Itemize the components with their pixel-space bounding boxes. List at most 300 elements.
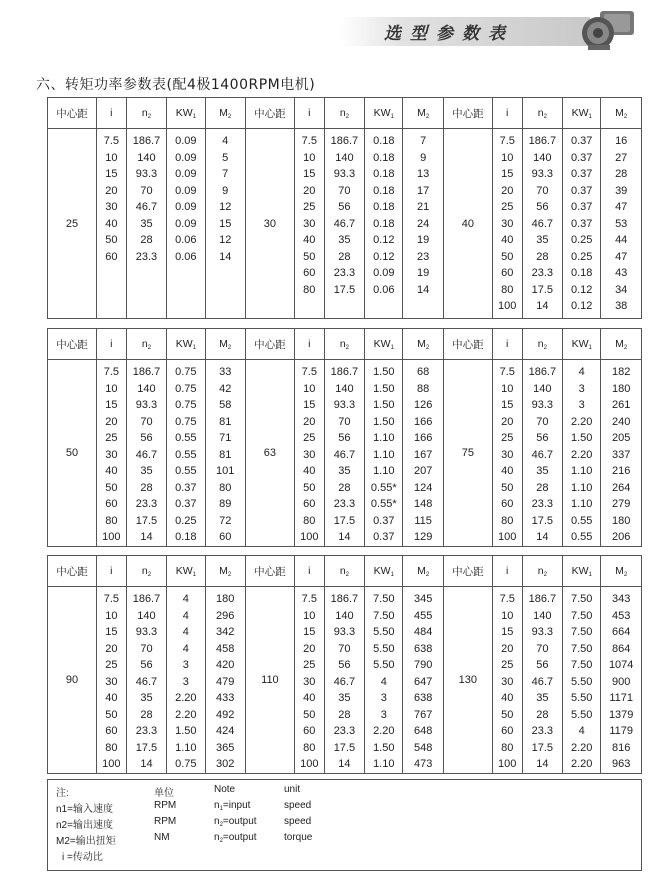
power-value: 0.25 xyxy=(175,514,197,527)
torque-value: 638 xyxy=(413,642,433,655)
power-value: 1.10 xyxy=(373,448,395,461)
header-ratio: i xyxy=(492,329,522,360)
output-speed-value: 23.3 xyxy=(135,725,158,737)
ratio-column xyxy=(96,129,126,319)
notes-def: n2=输出速度 xyxy=(56,820,113,831)
torque-value: 864 xyxy=(612,642,631,655)
output-speed-value: 28 xyxy=(140,481,153,494)
power-value: 0.09 xyxy=(175,217,197,230)
power-column xyxy=(563,587,601,774)
power-value: 2.20 xyxy=(571,415,593,428)
power-value: 1.50 xyxy=(373,366,395,378)
power-value: 1.50 xyxy=(373,741,395,754)
center-distance-value: 90 xyxy=(48,587,97,774)
ratio-value: 30 xyxy=(303,448,316,461)
header-power: $KW_1$ xyxy=(365,98,403,129)
power-column xyxy=(563,129,601,319)
torque-value: 337 xyxy=(612,448,631,461)
power-value: 0.55 xyxy=(175,432,197,444)
ratio-column xyxy=(492,360,522,547)
output-speed-value: 140 xyxy=(137,151,156,164)
output-speed-value: 23.3 xyxy=(531,267,554,279)
header-output-speed: $n_2$ xyxy=(126,329,166,360)
output-speed-value: 93.3 xyxy=(531,168,554,180)
output-speed-value: 93.3 xyxy=(531,399,554,411)
output-speed-value: 14 xyxy=(338,758,351,770)
torque-value: 180 xyxy=(612,382,631,395)
center-distance-value: 130 xyxy=(443,587,492,774)
ratio-value: 15 xyxy=(501,399,514,411)
power-value: 3 xyxy=(380,692,387,704)
notes-note: $n_2=output$ xyxy=(214,816,257,828)
table-header-row xyxy=(48,98,642,129)
torque-value: 240 xyxy=(612,415,631,428)
torque-value: 484 xyxy=(413,626,433,638)
output-speed-value: 56 xyxy=(338,659,351,671)
power-value: 4 xyxy=(182,593,189,605)
output-speed-column xyxy=(126,360,166,547)
torque-value: 33 xyxy=(219,366,232,378)
output-speed-value: 140 xyxy=(533,151,552,164)
header-torque: $M_2$ xyxy=(601,556,642,587)
ratio-value: 50 xyxy=(501,250,514,263)
ratio-value: 30 xyxy=(501,448,514,461)
header-center-distance: 中心距 xyxy=(443,329,492,360)
output-speed-value: 14 xyxy=(536,758,549,770)
torque-value: 23 xyxy=(417,250,430,263)
ratio-value: 15 xyxy=(303,626,316,638)
torque-value: 21 xyxy=(417,201,430,213)
output-speed-value: 46.7 xyxy=(135,201,158,213)
power-value: 0.18 xyxy=(373,151,395,164)
output-speed-value: 14 xyxy=(536,531,549,543)
ratio-value: 25 xyxy=(105,659,118,671)
torque-value: 43 xyxy=(615,267,628,279)
output-speed-value: 17.5 xyxy=(531,741,554,754)
output-speed-column xyxy=(522,587,562,774)
torque-column xyxy=(205,129,245,319)
output-speed-value: 93.3 xyxy=(135,168,158,180)
output-speed-value: 28 xyxy=(536,708,549,721)
table-header-row xyxy=(48,556,642,587)
torque-value: 19 xyxy=(417,267,430,279)
ratio-value: 25 xyxy=(501,201,514,213)
output-speed-value: 23.3 xyxy=(135,498,158,510)
output-speed-column xyxy=(522,129,562,319)
header-output-speed: $n_2$ xyxy=(522,98,562,129)
gear-reducer-icon xyxy=(580,5,638,51)
output-speed-value: 28 xyxy=(338,250,351,263)
ratio-value: 80 xyxy=(303,741,316,754)
table-header-row xyxy=(48,329,642,360)
ratio-value: 20 xyxy=(303,184,316,197)
power-value: 3 xyxy=(182,675,189,688)
output-speed-value: 186.7 xyxy=(330,593,359,605)
ratio-value: 7.5 xyxy=(499,366,515,378)
header-ratio: i xyxy=(294,556,324,587)
ratio-value: 7.5 xyxy=(499,135,515,147)
torque-value: 648 xyxy=(413,725,433,737)
power-value: 1.50 xyxy=(373,399,395,411)
output-speed-value: 17.5 xyxy=(531,514,554,527)
output-speed-value: 93.3 xyxy=(531,626,554,638)
output-speed-value: 186.7 xyxy=(132,135,161,147)
notes-title: 注: xyxy=(56,788,69,799)
notes-unit: RPM xyxy=(154,800,177,811)
torque-value: 14 xyxy=(417,283,430,296)
power-value: 2.20 xyxy=(571,741,593,754)
output-speed-value: 186.7 xyxy=(132,366,161,378)
notes-unit-en: torque xyxy=(284,832,313,843)
torque-value: 44 xyxy=(615,234,628,246)
ratio-value: 7.5 xyxy=(499,593,515,605)
power-value: 1.10 xyxy=(571,465,593,477)
power-value: 0.09 xyxy=(373,267,395,279)
power-value: 0.18 xyxy=(175,531,197,543)
torque-value: 129 xyxy=(413,531,433,543)
ratio-value: 100 xyxy=(102,758,121,770)
output-speed-value: 70 xyxy=(338,642,351,655)
torque-value: 58 xyxy=(219,399,232,411)
torque-value: 216 xyxy=(612,465,631,477)
header-center-distance: 中心距 xyxy=(245,329,294,360)
power-value: 3 xyxy=(578,399,585,411)
output-speed-value: 17.5 xyxy=(333,741,356,754)
power-value: 1.50 xyxy=(571,432,593,444)
output-speed-value: 140 xyxy=(335,151,354,164)
power-value: 2.20 xyxy=(571,758,593,770)
power-value: 7.50 xyxy=(373,609,395,622)
torque-value: 7 xyxy=(222,168,229,180)
output-speed-value: 186.7 xyxy=(330,135,359,147)
output-speed-value: 70 xyxy=(536,415,549,428)
ratio-value: 80 xyxy=(501,283,514,296)
output-speed-value: 70 xyxy=(140,184,153,197)
header-center-distance: 中心距 xyxy=(245,98,294,129)
power-value: 7.50 xyxy=(571,642,593,655)
power-value: 3 xyxy=(182,659,189,671)
output-speed-value: 35 xyxy=(338,692,351,704)
power-value: 0.75 xyxy=(175,758,197,770)
ratio-value: 60 xyxy=(501,725,514,737)
power-value: 0.09 xyxy=(175,135,197,147)
power-value: 2.20 xyxy=(175,708,197,721)
center-distance-value: 110 xyxy=(245,587,294,774)
power-value: 5.50 xyxy=(571,708,593,721)
ratio-value: 30 xyxy=(501,217,514,230)
power-value: 0.55 xyxy=(571,531,593,543)
ratio-value: 20 xyxy=(105,642,118,655)
torque-value: 167 xyxy=(413,448,433,461)
ratio-value: 60 xyxy=(105,498,118,510)
output-speed-value: 35 xyxy=(536,234,549,246)
power-value: 7.50 xyxy=(571,626,593,638)
output-speed-value: 17.5 xyxy=(333,283,356,296)
table-row xyxy=(48,360,642,547)
torque-value: 302 xyxy=(216,758,235,770)
power-value: 1.50 xyxy=(175,725,197,737)
torque-value: 296 xyxy=(216,609,235,622)
power-value: 0.37 xyxy=(571,184,593,197)
header-output-speed: $n_2$ xyxy=(522,329,562,360)
torque-column xyxy=(601,587,642,774)
header-power: $KW_1$ xyxy=(167,329,205,360)
header-torque: $M_2$ xyxy=(403,556,443,587)
output-speed-value: 46.7 xyxy=(135,675,158,688)
ratio-value: 25 xyxy=(105,432,118,444)
output-speed-value: 93.3 xyxy=(333,168,356,180)
power-value: 4 xyxy=(182,609,189,622)
ratio-value: 60 xyxy=(501,267,514,279)
header-ratio: i xyxy=(294,98,324,129)
output-speed-value: 46.7 xyxy=(333,448,356,461)
ratio-value: 80 xyxy=(501,514,514,527)
power-value: 0.55 xyxy=(571,514,593,527)
torque-value: 963 xyxy=(612,758,631,770)
output-speed-value: 23.3 xyxy=(333,725,356,737)
torque-value: 53 xyxy=(615,217,628,230)
torque-value: 38 xyxy=(615,300,628,312)
ratio-value: 50 xyxy=(303,250,316,263)
power-value: 5.50 xyxy=(373,626,395,638)
torque-value: 261 xyxy=(612,399,631,411)
torque-value: 1074 xyxy=(608,659,634,671)
torque-value: 72 xyxy=(219,514,232,527)
ratio-value: 7.5 xyxy=(103,593,119,605)
torque-value: 12 xyxy=(219,201,232,213)
torque-power-table-2 xyxy=(47,328,642,547)
output-speed-value: 35 xyxy=(140,465,153,477)
torque-value: 900 xyxy=(612,675,631,688)
output-speed-value: 46.7 xyxy=(333,675,356,688)
power-value: 7.50 xyxy=(571,659,593,671)
torque-value: 13 xyxy=(417,168,430,180)
power-value: 0.55* xyxy=(370,498,397,510)
power-value: 0.06 xyxy=(175,234,197,246)
ratio-value: 40 xyxy=(501,234,514,246)
header-torque: $M_2$ xyxy=(601,329,642,360)
torque-value: 473 xyxy=(413,758,433,770)
output-speed-value: 140 xyxy=(533,382,552,395)
output-speed-value: 23.3 xyxy=(531,725,554,737)
header-torque: $M_2$ xyxy=(205,98,245,129)
torque-value: 458 xyxy=(216,642,235,655)
notes-note: $n_1=input$ xyxy=(214,800,251,812)
output-speed-value: 17.5 xyxy=(135,514,158,527)
header-power: $KW_1$ xyxy=(563,556,601,587)
power-column xyxy=(365,587,403,774)
ratio-value: 40 xyxy=(303,692,316,704)
output-speed-column xyxy=(324,360,364,547)
torque-value: 264 xyxy=(612,481,631,494)
power-value: 7.50 xyxy=(571,593,593,605)
power-value: 0.55* xyxy=(370,481,397,494)
center-distance-value: 25 xyxy=(48,129,97,319)
ratio-value: 100 xyxy=(300,531,319,543)
ratio-value: 60 xyxy=(303,498,316,510)
power-value: 5.50 xyxy=(571,675,593,688)
power-value: 0.37 xyxy=(373,514,395,527)
ratio-value: 25 xyxy=(303,432,316,444)
ratio-value: 10 xyxy=(303,609,316,622)
ratio-value: 15 xyxy=(105,399,118,411)
power-value: 0.37 xyxy=(571,217,593,230)
torque-value: 39 xyxy=(615,184,628,197)
power-value: 0.18 xyxy=(373,201,395,213)
power-value: 1.10 xyxy=(373,432,395,444)
table-row xyxy=(48,587,642,774)
power-value: 3 xyxy=(578,382,585,395)
power-value: 0.12 xyxy=(373,250,395,263)
section-title: 六、转矩功率参数表(配4极1400RPM电机) xyxy=(36,77,316,93)
ratio-value: 25 xyxy=(501,432,514,444)
header-output-speed: $n_2$ xyxy=(324,556,364,587)
center-distance-value: 63 xyxy=(245,360,294,547)
torque-value: 124 xyxy=(413,481,433,494)
ratio-value: 10 xyxy=(105,151,118,164)
notes-unit-en: speed xyxy=(284,800,312,811)
output-speed-value: 46.7 xyxy=(531,217,554,230)
torque-value: 180 xyxy=(612,514,631,527)
output-speed-value: 186.7 xyxy=(528,366,557,378)
ratio-value: 40 xyxy=(501,692,514,704)
ratio-value: 50 xyxy=(501,481,514,494)
ratio-value: 10 xyxy=(105,609,118,622)
power-value: 0.37 xyxy=(571,168,593,180)
torque-value: 790 xyxy=(413,659,433,671)
torque-value: 767 xyxy=(413,708,433,721)
torque-column xyxy=(601,360,642,547)
power-value: 0.37 xyxy=(175,481,197,494)
ratio-value: 7.5 xyxy=(103,135,119,147)
ratio-value: 40 xyxy=(105,217,118,230)
power-value: 1.50 xyxy=(373,382,395,395)
output-speed-value: 35 xyxy=(536,465,549,477)
output-speed-value: 17.5 xyxy=(135,741,158,754)
header-power: $KW_1$ xyxy=(563,98,601,129)
output-speed-value: 35 xyxy=(536,692,549,704)
output-speed-value: 23.3 xyxy=(333,498,356,510)
output-speed-value: 23.3 xyxy=(531,498,554,510)
ratio-value: 100 xyxy=(498,300,517,312)
output-speed-value: 93.3 xyxy=(135,626,158,638)
ratio-value: 80 xyxy=(303,283,316,296)
output-speed-value: 35 xyxy=(338,465,351,477)
torque-value: 28 xyxy=(615,168,628,180)
power-value: 0.09 xyxy=(175,151,197,164)
output-speed-column xyxy=(522,360,562,547)
ratio-value: 30 xyxy=(501,675,514,688)
ratio-value: 10 xyxy=(501,151,514,164)
power-value: 0.75 xyxy=(175,399,197,411)
torque-value: 15 xyxy=(219,217,232,230)
power-value: 4 xyxy=(380,675,387,688)
torque-value: 420 xyxy=(216,659,235,671)
output-speed-column xyxy=(324,587,364,774)
page-header xyxy=(0,0,658,58)
ratio-value: 15 xyxy=(501,626,514,638)
ratio-value: 40 xyxy=(303,234,316,246)
torque-column xyxy=(403,360,443,547)
power-value: 0.25 xyxy=(571,234,593,246)
ratio-value: 15 xyxy=(303,399,316,411)
torque-power-table-1 xyxy=(47,97,642,319)
header-power: $KW_1$ xyxy=(167,98,205,129)
torque-value: 342 xyxy=(216,626,235,638)
ratio-value: 20 xyxy=(105,415,118,428)
output-speed-value: 70 xyxy=(140,415,153,428)
torque-value: 148 xyxy=(413,498,433,510)
power-value: 0.25 xyxy=(571,250,593,263)
output-speed-value: 140 xyxy=(335,382,354,395)
ratio-value: 25 xyxy=(303,659,316,671)
torque-value: 80 xyxy=(219,481,232,494)
ratio-value: 80 xyxy=(501,741,514,754)
power-value: 0.18 xyxy=(373,168,395,180)
ratio-value: 30 xyxy=(105,448,118,461)
center-distance-value: 30 xyxy=(245,129,294,319)
output-speed-value: 140 xyxy=(137,609,156,622)
ratio-value: 10 xyxy=(303,151,316,164)
ratio-column xyxy=(492,587,522,774)
torque-value: 101 xyxy=(216,465,235,477)
header-ratio: i xyxy=(492,556,522,587)
notes-unit: RPM xyxy=(154,816,177,827)
ratio-value: 50 xyxy=(105,234,118,246)
header-power: $KW_1$ xyxy=(365,556,403,587)
ratio-value: 30 xyxy=(105,675,118,688)
output-speed-value: 70 xyxy=(338,415,351,428)
torque-value: 1379 xyxy=(608,708,634,721)
ratio-value: 100 xyxy=(498,758,517,770)
ratio-value: 50 xyxy=(501,708,514,721)
torque-value: 27 xyxy=(615,151,628,164)
torque-value: 17 xyxy=(417,184,430,197)
ratio-value: 100 xyxy=(300,758,319,770)
output-speed-value: 28 xyxy=(536,481,549,494)
header-ratio: i xyxy=(96,556,126,587)
output-speed-value: 35 xyxy=(140,217,153,230)
power-value: 4 xyxy=(578,366,585,378)
power-value: 0.37 xyxy=(571,201,593,213)
power-value: 1.10 xyxy=(373,465,395,477)
header-torque: $M_2$ xyxy=(403,329,443,360)
torque-value: 345 xyxy=(413,593,433,605)
power-column xyxy=(167,587,205,774)
center-distance-value: 75 xyxy=(443,360,492,547)
torque-value: 638 xyxy=(413,692,433,704)
ratio-value: 20 xyxy=(501,642,514,655)
output-speed-value: 28 xyxy=(140,708,153,721)
torque-column xyxy=(601,129,642,319)
output-speed-value: 186.7 xyxy=(528,593,557,605)
ratio-value: 80 xyxy=(303,514,316,527)
output-speed-value: 56 xyxy=(140,659,153,671)
torque-value: 42 xyxy=(219,382,232,395)
output-speed-value: 93.3 xyxy=(333,399,356,411)
ratio-column xyxy=(96,360,126,547)
ratio-value: 50 xyxy=(303,708,316,721)
torque-value: 60 xyxy=(219,531,232,543)
output-speed-value: 28 xyxy=(338,481,351,494)
torque-value: 548 xyxy=(413,741,433,754)
header-power: $KW_1$ xyxy=(365,329,403,360)
torque-value: 34 xyxy=(615,283,628,296)
ratio-value: 40 xyxy=(303,465,316,477)
power-value: 0.09 xyxy=(175,184,197,197)
ratio-value: 50 xyxy=(303,481,316,494)
header-torque: $M_2$ xyxy=(205,329,245,360)
